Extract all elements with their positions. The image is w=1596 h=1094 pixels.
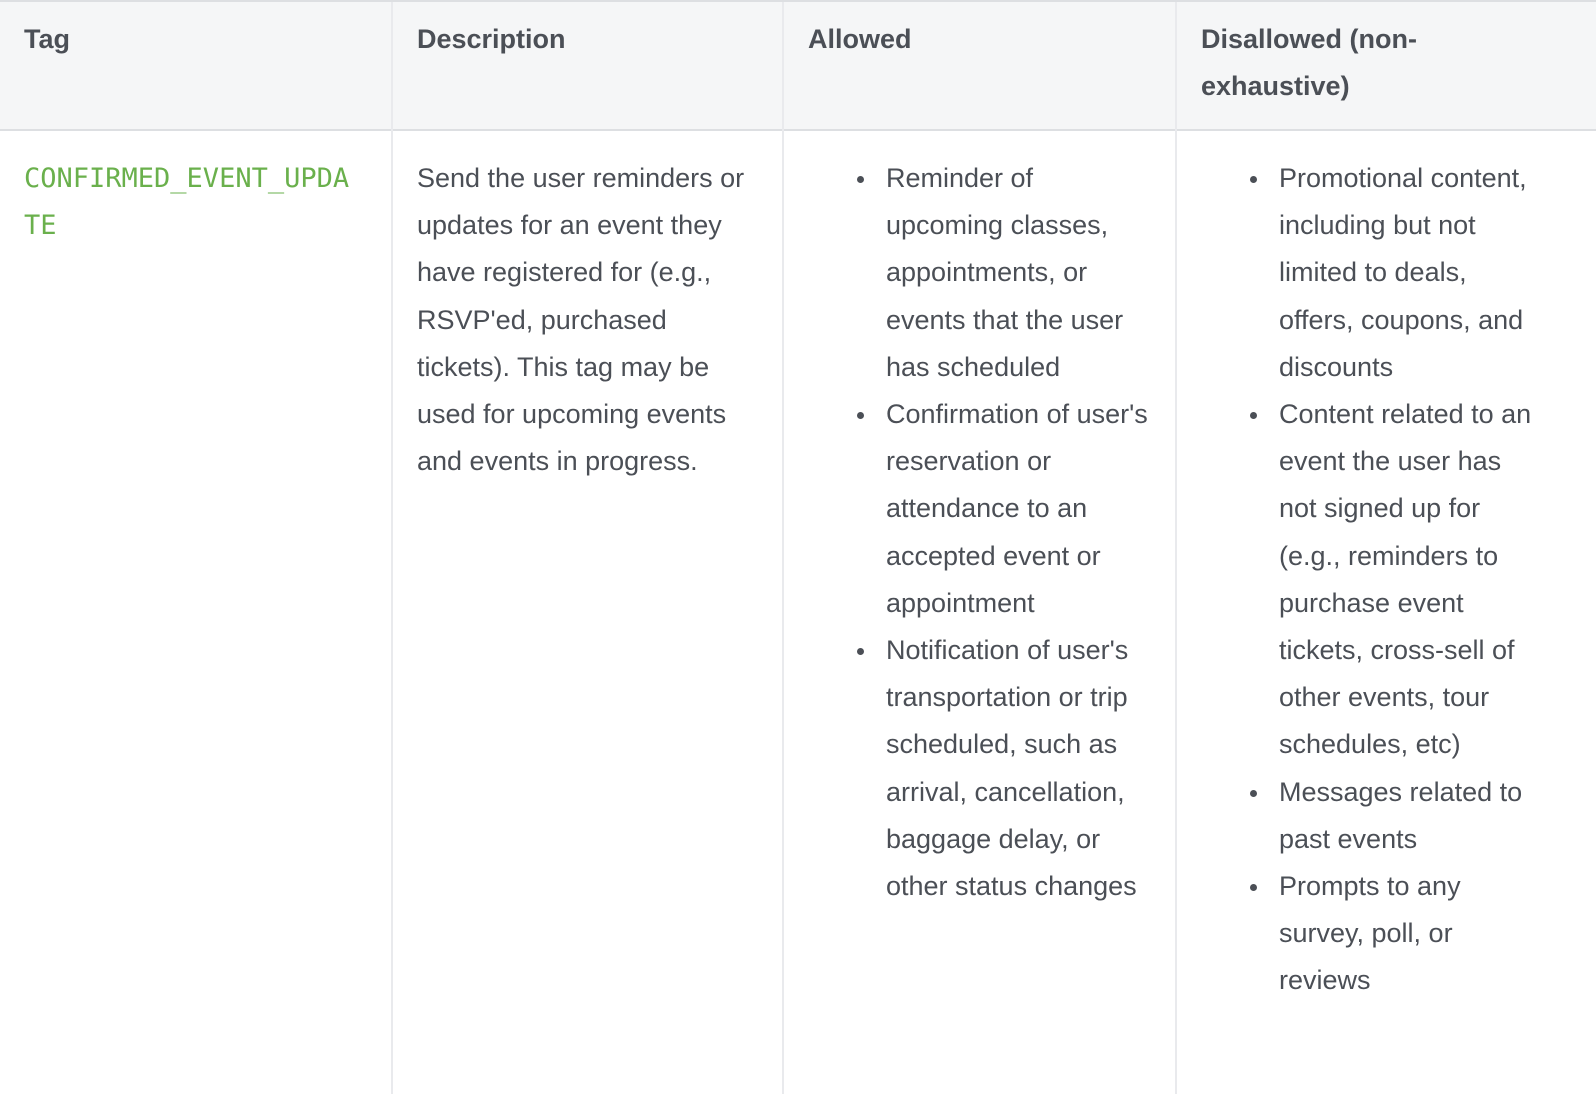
- header-description: Description: [417, 24, 566, 54]
- column-divider: [1175, 2, 1177, 1094]
- list-item: Content related to an event the user has not signed up for (e.g., reminders to purchase event tickets, cross-sell of other events, tour schedules, etc): [1279, 391, 1543, 769]
- list-item: Messages related to past events: [1279, 769, 1543, 863]
- bullet-icon: [1250, 412, 1257, 419]
- list-item: Reminder of upcoming classes, appointments, or events that the user has scheduled: [886, 155, 1148, 391]
- list-item: Notification of user's transportation or trip scheduled, such as arrival, cancellation, baggage delay, or other status changes: [886, 627, 1148, 910]
- list-item: Promotional content, including but not limited to deals, offers, coupons, and discounts: [1279, 155, 1543, 391]
- bullet-icon: [1250, 884, 1257, 891]
- bullet-icon: [857, 648, 864, 655]
- list-item: Prompts to any survey, poll, or reviews: [1279, 863, 1543, 1005]
- tag-description: Send the user reminders or updates for an event they have registered for (e.g., RSVP'ed, purchased tickets). This tag may be used for upcoming events and events in progress.: [417, 163, 745, 477]
- bullet-icon: [1250, 176, 1257, 183]
- list-item: Confirmation of user's reservation or attendance to an accepted event or appointment: [886, 391, 1148, 627]
- tag-code: CONFIRMED_EVENT_UPDATE: [24, 163, 350, 242]
- bullet-icon: [1250, 790, 1257, 797]
- column-divider: [391, 2, 393, 1094]
- disallowed-list: [1279, 155, 1543, 1005]
- header-tag: Tag: [24, 24, 70, 54]
- bullet-icon: [857, 176, 864, 183]
- header-disallowed: Disallowed (non-exhaustive): [1201, 24, 1417, 101]
- header-allowed: Allowed: [808, 24, 912, 54]
- bullet-icon: [857, 412, 864, 419]
- allowed-list: [886, 155, 1148, 910]
- column-divider: [782, 2, 784, 1094]
